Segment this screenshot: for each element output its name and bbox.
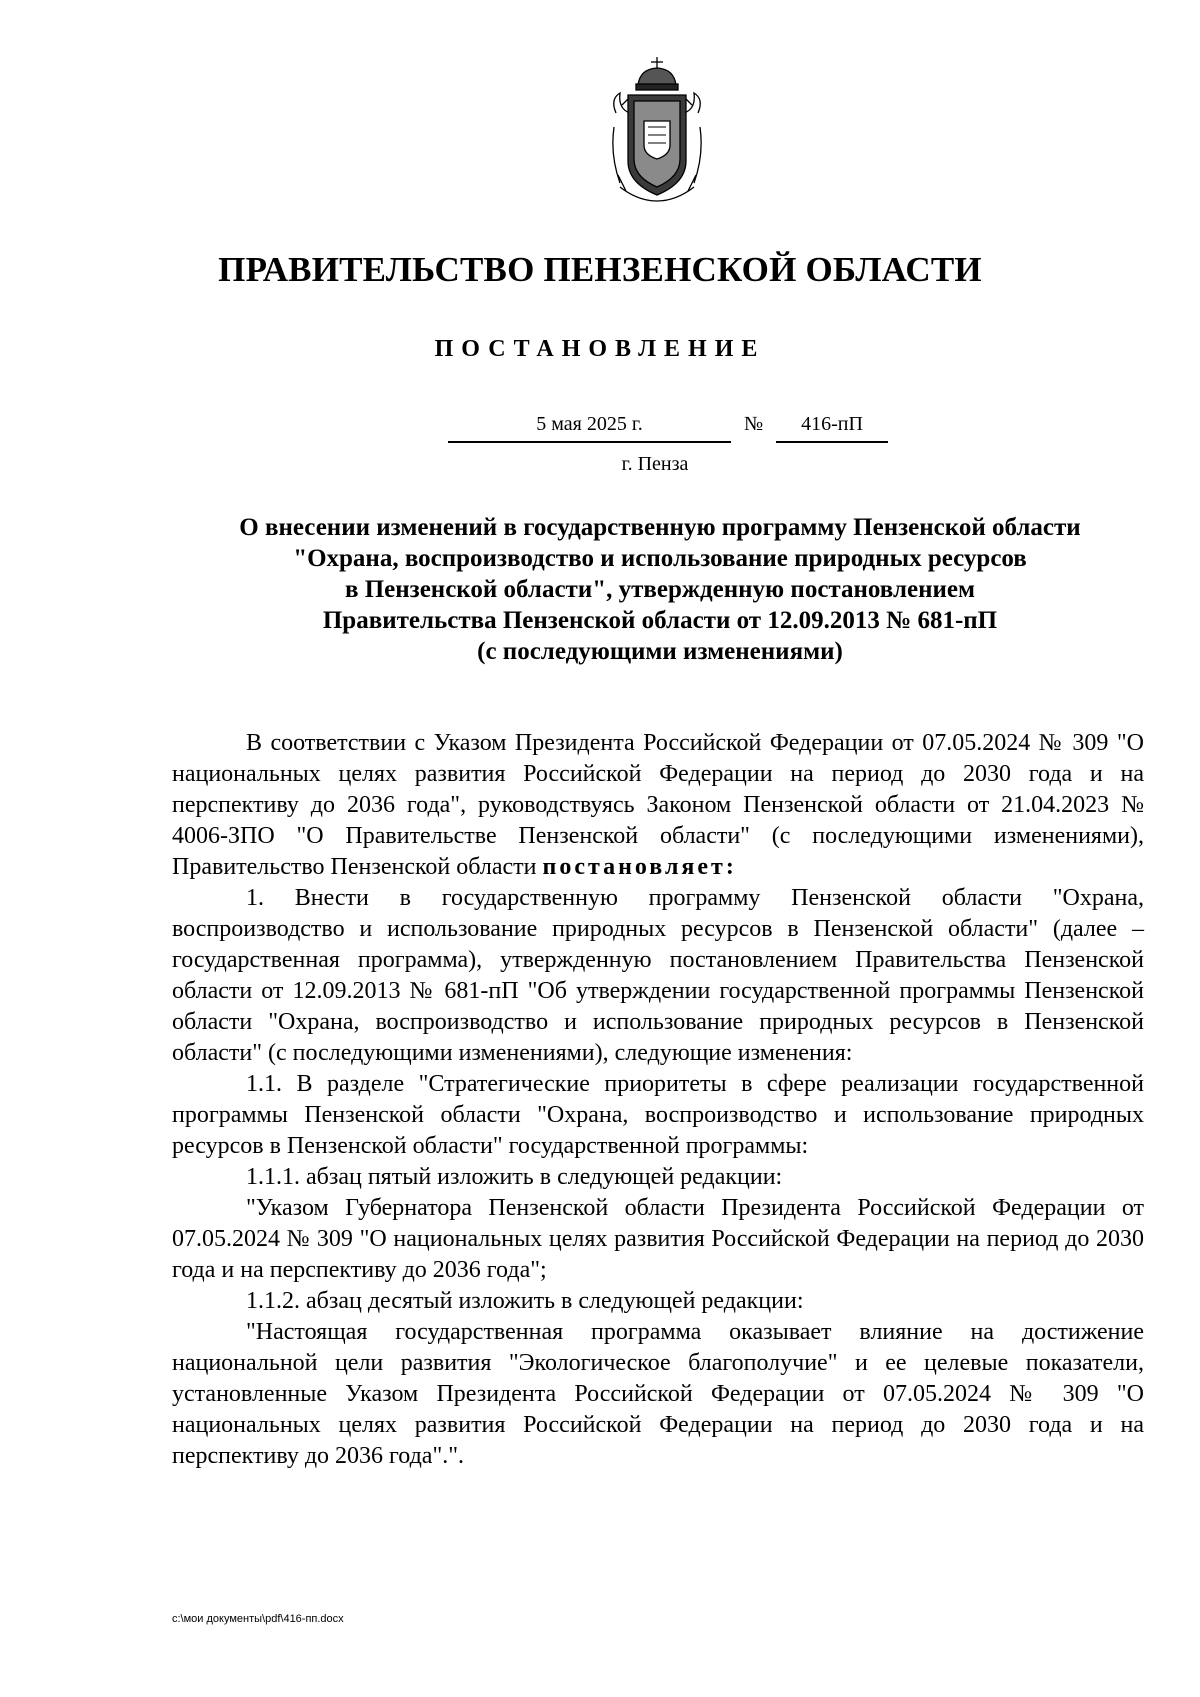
intro-text: В соответствии с Указом Президента Российской Федерации от 07.05.2024 № 309 "О национальных целях развития Российской Федерации на период до 2030 года и на перспективу до 2036 года", руководствуясь Законом Пензенской области от 21.04.2023 № 4006-ЗПО "О Правительстве Пензенской области" (с последующими изменениями), Правительство Пензенской области xyxy=(172,730,1144,880)
city-label: г. Пенза xyxy=(621,453,689,475)
document-type: ПОСТАНОВЛЕНИЕ xyxy=(434,336,766,362)
coat-of-arms-emblem xyxy=(608,55,706,205)
document-date: 5 мая 2025 г. xyxy=(448,413,731,443)
paragraph-1: 1. Внести в государственную программу Пензенской области "Охрана, воспроизводство и использование природных ресурсов в Пензенской области" (далее – государственная программа), утвержденную постановлением Правительства Пензенской области от 12.09.2013 № 681-пП "Об утверждении государственной программы Пензенской области "Охрана, воспроизводство и использование природных ресурсов в Пензенской области" (с последующими изменениями), следующие изменения: xyxy=(172,885,1144,1066)
paragraph-1-1-2: 1.1.2. абзац десятый изложить в следующей редакции: xyxy=(246,1288,804,1314)
number-sign: № xyxy=(744,413,764,435)
resolution-keyword: постановляет: xyxy=(542,854,737,880)
subject-line: О внесении изменений в государственную программу Пензенской области xyxy=(239,514,1081,541)
quote-2: "Настоящая государственная программа оказывает влияние на достижение национальной цели развития "Экологическое благополучие" и ее целевые показатели, установленные Указом Президента Российской Федерации от 07.05.2024 № 309 "О национальных целях развития Российской Федерации на период до 2030 года и на перспективу до 2036 года".". xyxy=(172,1319,1144,1469)
document-body xyxy=(172,728,1144,1472)
subject-line: Правительства Пензенской области от 12.09.2013 № 681-пП xyxy=(322,607,998,634)
quote-1: "Указом Губернатора Пензенской области Президента Российской Федерации от 07.05.2024 № 309 "О национальных целях развития Российской Федерации на период до 2030 года и на перспективу до 2036 года"; xyxy=(172,1195,1144,1283)
document-subject xyxy=(160,512,1160,667)
organization-title: ПРАВИТЕЛЬСТВО ПЕНЗЕНСКОЙ ОБЛАСТИ xyxy=(218,250,982,289)
subject-line: (с последующими изменениями) xyxy=(477,638,843,665)
subject-line: "Охрана, воспроизводство и использование природных ресурсов xyxy=(293,545,1027,572)
file-path-footer: c:\мои документы\pdf\416-пп.docx xyxy=(172,1613,344,1625)
paragraph-1-1-1: 1.1.1. абзац пятый изложить в следующей редакции: xyxy=(246,1164,783,1190)
intro-paragraph xyxy=(172,728,1144,883)
document-number: 416-пП xyxy=(776,413,888,443)
paragraph-1-1: 1.1. В разделе "Стратегические приоритеты в сфере реализации государственной программы Пензенской области "Охрана, воспроизводство и использование природных ресурсов в Пензенской области" государственной программы: xyxy=(172,1071,1144,1159)
subject-line: в Пензенской области", утвержденную постановлением xyxy=(344,576,976,603)
